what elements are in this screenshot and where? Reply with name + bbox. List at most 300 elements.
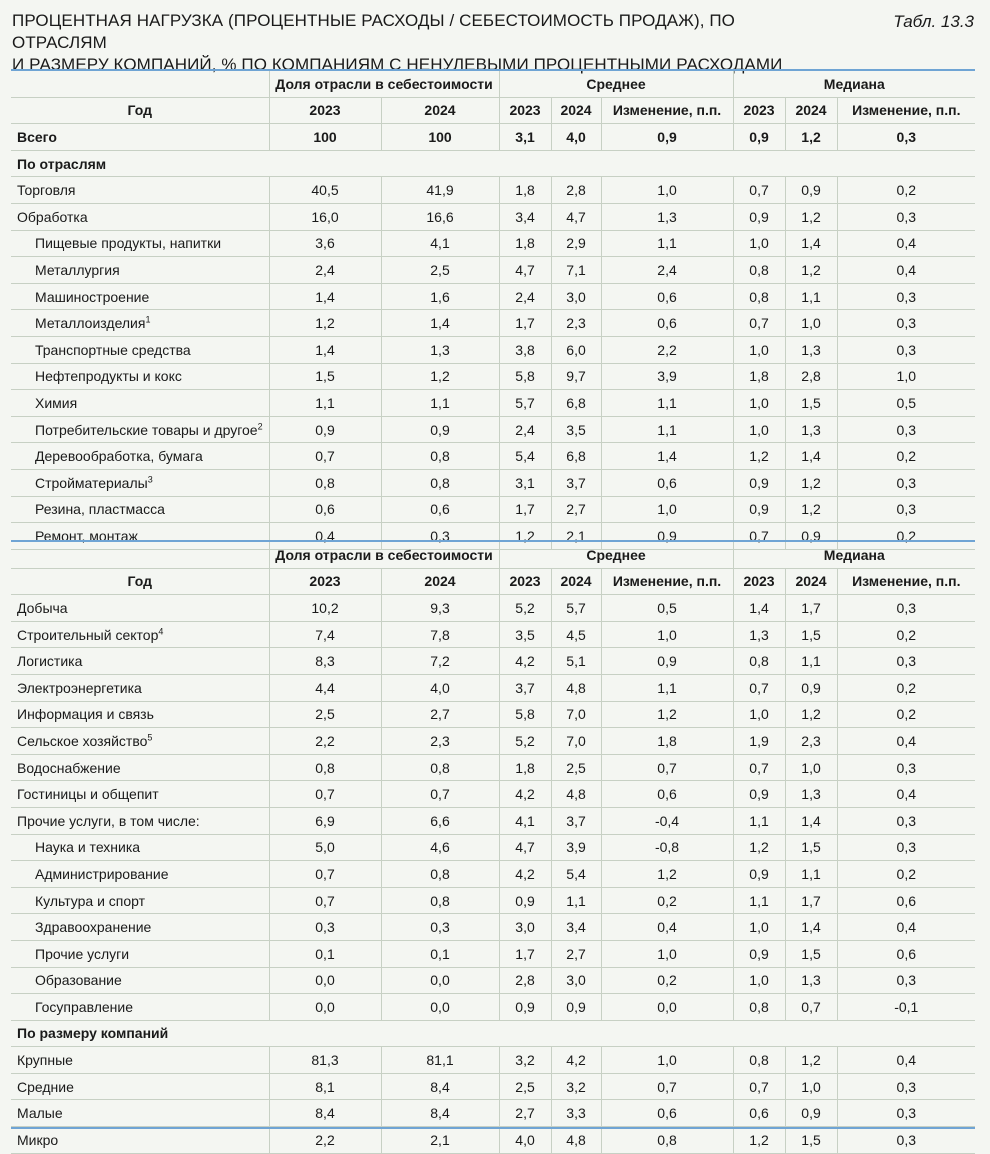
row-label-text: Микро: [17, 1131, 59, 1148]
header-col-y2023: 2023: [733, 97, 785, 124]
row-label-text: Прочие услуги, в том числе:: [17, 812, 200, 829]
table-row: [11, 1127, 975, 1154]
cell-median-2024: 1,5: [785, 621, 837, 648]
table-industries: [11, 69, 975, 550]
row-label: [11, 887, 269, 914]
cell-share-2023: 2,2: [269, 728, 381, 755]
footnote-marker: 2: [257, 420, 263, 431]
row-label: [11, 283, 269, 310]
cell-mean-2023: 1,7: [499, 310, 551, 337]
row-label-text: Обработка: [17, 208, 88, 225]
row-label: [11, 621, 269, 648]
cell-mean-2023: 1,7: [499, 496, 551, 523]
cell-mean-change: 0,9: [601, 124, 733, 151]
cell-mean-2023: 3,1: [499, 469, 551, 496]
cell-mean-change: -0,8: [601, 834, 733, 861]
cell-median-2024: 1,2: [785, 257, 837, 284]
row-label-text: Электроэнергетика: [17, 679, 142, 696]
row-label-text: Средние: [17, 1078, 74, 1095]
title-line-1: ПРОЦЕНТНАЯ НАГРУЗКА (ПРОЦЕНТНЫЕ РАСХОДЫ / СЕБЕСТОИМОСТЬ ПРОДАЖ), ПО ОТРАСЛЯМ: [12, 11, 735, 52]
cell-share-2023: 2,2: [269, 1127, 381, 1154]
cell-median-2023: 0,9: [733, 781, 785, 808]
cell-median-2024: 0,9: [785, 523, 837, 550]
cell-mean-change: 0,4: [601, 914, 733, 941]
cell-mean-2024: 2,5: [551, 754, 601, 781]
table-row: [11, 336, 975, 363]
row-label-text: Металлургия: [35, 261, 120, 278]
cell-mean-change: 0,2: [601, 887, 733, 914]
cell-share-2024: 1,1: [381, 390, 499, 417]
cell-mean-2024: 9,7: [551, 363, 601, 390]
cell-median-change: 0,2: [837, 177, 975, 204]
cell-share-2024: 8,4: [381, 1073, 499, 1100]
cell-median-2023: 0,7: [733, 310, 785, 337]
header-mean-group: Среднее: [499, 541, 733, 568]
table-title: [12, 10, 832, 76]
cell-mean-change: 1,3: [601, 203, 733, 230]
cell-mean-2024: 3,9: [551, 834, 601, 861]
row-label: [11, 834, 269, 861]
cell-share-2023: 8,3: [269, 648, 381, 675]
table-row: [11, 807, 975, 834]
header-mean-group: Среднее: [499, 70, 733, 97]
cell-median-2024: 1,1: [785, 283, 837, 310]
cell-mean-2023: 0,9: [499, 887, 551, 914]
cell-median-2023: 0,9: [733, 940, 785, 967]
row-label: [11, 390, 269, 417]
header-col-change: Изменение, п.п.: [601, 97, 733, 124]
row-label-text: Деревообработка, бумага: [35, 448, 203, 465]
cell-median-2024: 2,3: [785, 728, 837, 755]
cell-mean-2023: 2,5: [499, 1073, 551, 1100]
table-industries-continued: [11, 540, 975, 1154]
row-label-text: Торговля: [17, 182, 76, 199]
cell-mean-2024: 4,8: [551, 674, 601, 701]
cell-mean-change: 0,6: [601, 781, 733, 808]
cell-share-2024: 4,1: [381, 230, 499, 257]
total-row: [11, 124, 975, 151]
cell-median-change: 0,3: [837, 807, 975, 834]
cell-share-2024: 0,3: [381, 523, 499, 550]
cell-share-2024: 0,6: [381, 496, 499, 523]
cell-median-2024: 1,4: [785, 443, 837, 470]
table-row: [11, 230, 975, 257]
row-label: [11, 781, 269, 808]
cell-median-2024: 1,5: [785, 834, 837, 861]
cell-share-2024: 81,1: [381, 1047, 499, 1074]
cell-mean-2023: 1,8: [499, 754, 551, 781]
cell-mean-2024: 1,1: [551, 887, 601, 914]
cell-median-2023: 0,8: [733, 994, 785, 1021]
cell-median-change: 0,3: [837, 1127, 975, 1154]
cell-median-2023: 0,6: [733, 1100, 785, 1127]
header-col-y2024: 2024: [785, 97, 837, 124]
row-label: [11, 257, 269, 284]
row-label-text: Резина, пластмасса: [35, 501, 165, 518]
row-label-text: Потребительские товары и другое: [35, 421, 258, 438]
cell-mean-change: 1,2: [601, 861, 733, 888]
cell-mean-2024: 3,2: [551, 1073, 601, 1100]
cell-median-change: 0,3: [837, 124, 975, 151]
row-label: [11, 336, 269, 363]
section-label: По размеру компаний: [11, 1020, 975, 1047]
cell-median-2023: 1,2: [733, 834, 785, 861]
header-year-label: Год: [11, 97, 269, 124]
table-row: [11, 914, 975, 941]
row-label-text: Образование: [35, 972, 122, 989]
cell-mean-2024: 4,0: [551, 124, 601, 151]
cell-mean-2024: 3,7: [551, 469, 601, 496]
cell-median-change: 0,3: [837, 203, 975, 230]
cell-share-2023: 1,5: [269, 363, 381, 390]
cell-median-2024: 0,9: [785, 1100, 837, 1127]
cell-share-2023: 1,4: [269, 336, 381, 363]
cell-share-2023: 40,5: [269, 177, 381, 204]
row-label-text: Гостиницы и общепит: [17, 786, 159, 803]
cell-median-2024: 0,9: [785, 674, 837, 701]
cell-share-2024: 2,1: [381, 1127, 499, 1154]
cell-mean-change: 3,9: [601, 363, 733, 390]
header-col-y2024: 2024: [381, 97, 499, 124]
cell-mean-2024: 4,2: [551, 1047, 601, 1074]
cell-mean-2023: 4,2: [499, 781, 551, 808]
cell-median-2024: 2,8: [785, 363, 837, 390]
cell-share-2024: 0,8: [381, 469, 499, 496]
row-label-text: Госуправление: [35, 998, 133, 1015]
cell-mean-2024: 4,5: [551, 621, 601, 648]
cell-share-2023: 7,4: [269, 621, 381, 648]
section-size-row: [11, 1020, 975, 1047]
cell-median-2023: 0,9: [733, 203, 785, 230]
header-col-y2024: 2024: [785, 568, 837, 595]
cell-mean-2023: 4,2: [499, 861, 551, 888]
cell-median-change: 0,4: [837, 728, 975, 755]
title-line-2: И РАЗМЕРУ КОМПАНИЙ, % ПО КОМПАНИЯМ С НЕНУЛЕВЫМИ ПРОЦЕНТНЫМИ РАСХОДАМИ: [12, 55, 783, 74]
cell-median-2023: 1,2: [733, 443, 785, 470]
cell-mean-2023: 5,4: [499, 443, 551, 470]
cell-mean-change: 0,9: [601, 523, 733, 550]
row-label: [11, 310, 269, 337]
cell-share-2023: 8,1: [269, 1073, 381, 1100]
cell-share-2024: 8,4: [381, 1100, 499, 1127]
cell-mean-change: 0,5: [601, 595, 733, 622]
table-row: [11, 416, 975, 443]
header-col-change: Изменение, п.п.: [837, 568, 975, 595]
cell-share-2024: 2,5: [381, 257, 499, 284]
cell-mean-2023: 2,4: [499, 416, 551, 443]
cell-median-change: 0,3: [837, 1073, 975, 1100]
cell-median-change: 0,2: [837, 674, 975, 701]
header-share-group: Доля отрасли в себестоимости: [269, 541, 499, 568]
section-industries-row: [11, 150, 975, 177]
table-row: [11, 1047, 975, 1074]
cell-median-change: 0,3: [837, 967, 975, 994]
cell-mean-change: 0,6: [601, 283, 733, 310]
cell-mean-change: 0,0: [601, 994, 733, 1021]
row-label-text: Администрирование: [35, 865, 169, 882]
cell-median-2024: 1,7: [785, 887, 837, 914]
row-label-text: Малые: [17, 1105, 63, 1122]
cell-share-2024: 1,2: [381, 363, 499, 390]
cell-mean-2023: 4,1: [499, 807, 551, 834]
cell-median-change: 0,3: [837, 648, 975, 675]
header-years-row: [11, 97, 975, 124]
row-label: [11, 1127, 269, 1154]
footnote-marker: 3: [147, 474, 153, 485]
header-col-y2023: 2023: [499, 568, 551, 595]
cell-median-change: 0,5: [837, 390, 975, 417]
cell-share-2024: 0,0: [381, 994, 499, 1021]
cell-mean-change: -0,4: [601, 807, 733, 834]
cell-median-change: 0,2: [837, 523, 975, 550]
cell-share-2023: 3,6: [269, 230, 381, 257]
row-label: [11, 124, 269, 151]
cell-median-2023: 1,4: [733, 595, 785, 622]
cell-share-2023: 4,4: [269, 674, 381, 701]
cell-median-2023: 1,0: [733, 967, 785, 994]
cell-share-2023: 100: [269, 124, 381, 151]
table-row: [11, 754, 975, 781]
cell-median-2023: 1,1: [733, 887, 785, 914]
row-label: [11, 754, 269, 781]
cell-share-2023: 0,0: [269, 994, 381, 1021]
cell-mean-2024: 2,7: [551, 496, 601, 523]
cell-median-2023: 1,3: [733, 621, 785, 648]
cell-share-2024: 0,1: [381, 940, 499, 967]
cell-mean-2024: 5,7: [551, 595, 601, 622]
cell-share-2023: 0,7: [269, 781, 381, 808]
cell-median-2024: 1,5: [785, 390, 837, 417]
cell-mean-2024: 4,7: [551, 203, 601, 230]
cell-median-2024: 1,0: [785, 754, 837, 781]
cell-share-2024: 6,6: [381, 807, 499, 834]
cell-median-2024: 1,4: [785, 914, 837, 941]
cell-mean-2024: 2,1: [551, 523, 601, 550]
table-row: [11, 177, 975, 204]
cell-share-2023: 16,0: [269, 203, 381, 230]
section-label: По отраслям: [11, 150, 975, 177]
row-label-text: Водоснабжение: [17, 759, 121, 776]
footnote-marker: 5: [147, 732, 153, 743]
header-col-change: Изменение, п.п.: [837, 97, 975, 124]
table-row: [11, 443, 975, 470]
header-col-y2023: 2023: [269, 568, 381, 595]
cell-median-2024: 1,2: [785, 203, 837, 230]
cell-median-change: 0,3: [837, 595, 975, 622]
cell-share-2023: 2,4: [269, 257, 381, 284]
cell-mean-change: 1,0: [601, 496, 733, 523]
row-label-text: Металлоизделия: [35, 315, 146, 332]
cell-median-2023: 0,9: [733, 124, 785, 151]
row-label: [11, 1047, 269, 1074]
cell-median-2024: 1,2: [785, 1047, 837, 1074]
cell-median-change: 0,4: [837, 781, 975, 808]
cell-share-2023: 0,3: [269, 914, 381, 941]
row-label-text: Сельское хозяйство: [17, 732, 148, 749]
row-label: [11, 416, 269, 443]
cell-mean-change: 0,9: [601, 648, 733, 675]
cell-median-change: 0,3: [837, 283, 975, 310]
cell-median-2023: 1,2: [733, 1127, 785, 1154]
row-label: [11, 914, 269, 941]
cell-median-change: 0,3: [837, 1100, 975, 1127]
row-label: [11, 728, 269, 755]
cell-mean-2023: 5,2: [499, 728, 551, 755]
cell-median-change: 0,4: [837, 914, 975, 941]
cell-mean-2024: 4,8: [551, 1127, 601, 1154]
table-row: [11, 595, 975, 622]
cell-mean-2023: 4,7: [499, 834, 551, 861]
row-label: [11, 203, 269, 230]
table-row: [11, 1073, 975, 1100]
cell-median-change: 0,6: [837, 887, 975, 914]
cell-median-2024: 1,0: [785, 1073, 837, 1100]
cell-mean-change: 0,7: [601, 754, 733, 781]
cell-mean-2024: 7,0: [551, 728, 601, 755]
cell-mean-change: 2,2: [601, 336, 733, 363]
row-label-text: Информация и связь: [17, 706, 154, 723]
cell-mean-change: 0,2: [601, 967, 733, 994]
cell-mean-2024: 5,4: [551, 861, 601, 888]
table-row: [11, 648, 975, 675]
table-row: [11, 310, 975, 337]
cell-mean-2023: 4,7: [499, 257, 551, 284]
cell-mean-2024: 3,5: [551, 416, 601, 443]
cell-mean-2023: 5,2: [499, 595, 551, 622]
header-median-group: Медиана: [733, 541, 975, 568]
cell-mean-2024: 3,4: [551, 914, 601, 941]
cell-median-change: 0,3: [837, 336, 975, 363]
cell-median-2024: 1,2: [785, 469, 837, 496]
cell-mean-change: 0,6: [601, 469, 733, 496]
header-col-y2024: 2024: [381, 568, 499, 595]
cell-median-2023: 1,0: [733, 390, 785, 417]
table-row: [11, 994, 975, 1021]
cell-mean-change: 1,1: [601, 416, 733, 443]
cell-share-2024: 1,3: [381, 336, 499, 363]
row-label-text: Пищевые продукты, напитки: [35, 235, 222, 252]
cell-median-2023: 0,9: [733, 496, 785, 523]
cell-share-2024: 0,8: [381, 861, 499, 888]
cell-share-2024: 16,6: [381, 203, 499, 230]
cell-share-2023: 1,4: [269, 283, 381, 310]
cell-mean-2024: 3,0: [551, 967, 601, 994]
cell-share-2023: 1,1: [269, 390, 381, 417]
row-label-text: Логистика: [17, 653, 83, 670]
header-col-y2024: 2024: [551, 97, 601, 124]
cell-share-2023: 8,4: [269, 1100, 381, 1127]
cell-median-change: 0,3: [837, 834, 975, 861]
table-row: [11, 967, 975, 994]
cell-mean-change: 0,6: [601, 310, 733, 337]
header-col-y2024: 2024: [551, 568, 601, 595]
cell-share-2024: 0,3: [381, 914, 499, 941]
cell-mean-change: 1,8: [601, 728, 733, 755]
cell-mean-2023: 3,8: [499, 336, 551, 363]
row-label-text: Химия: [35, 394, 78, 411]
cell-mean-2023: 4,0: [499, 1127, 551, 1154]
cell-median-2023: 1,0: [733, 416, 785, 443]
cell-share-2024: 1,6: [381, 283, 499, 310]
cell-mean-change: 2,4: [601, 257, 733, 284]
cell-mean-change: 0,6: [601, 1100, 733, 1127]
table-bottom-rule: [11, 1127, 975, 1129]
cell-share-2023: 0,7: [269, 861, 381, 888]
cell-mean-change: 1,4: [601, 443, 733, 470]
header-col-y2023: 2023: [269, 97, 381, 124]
cell-mean-change: 0,8: [601, 1127, 733, 1154]
header-year-label: Год: [11, 568, 269, 595]
cell-median-change: 0,3: [837, 496, 975, 523]
cell-mean-2024: 7,0: [551, 701, 601, 728]
cell-share-2024: 0,8: [381, 887, 499, 914]
cell-mean-2024: 2,7: [551, 940, 601, 967]
header-years-row: [11, 568, 975, 595]
row-label: [11, 363, 269, 390]
row-label: [11, 469, 269, 496]
cell-median-2024: 1,4: [785, 230, 837, 257]
row-label: [11, 994, 269, 1021]
cell-mean-2023: 3,5: [499, 621, 551, 648]
cell-mean-2024: 3,0: [551, 283, 601, 310]
cell-mean-2024: 5,1: [551, 648, 601, 675]
cell-median-change: 0,2: [837, 861, 975, 888]
cell-share-2024: 0,9: [381, 416, 499, 443]
row-label: [11, 967, 269, 994]
row-label-text: Машиностроение: [35, 288, 150, 305]
row-label-text: Наука и техника: [35, 839, 141, 856]
table-row: [11, 363, 975, 390]
cell-share-2024: 0,0: [381, 967, 499, 994]
cell-share-2023: 0,6: [269, 496, 381, 523]
row-label-text: Транспортные средства: [35, 341, 191, 358]
cell-median-2024: 1,5: [785, 1127, 837, 1154]
table-row: [11, 781, 975, 808]
cell-share-2023: 0,4: [269, 523, 381, 550]
cell-mean-change: 0,7: [601, 1073, 733, 1100]
cell-median-2023: 1,0: [733, 230, 785, 257]
cell-mean-2024: 0,9: [551, 994, 601, 1021]
header-share-group: Доля отрасли в себестоимости: [269, 70, 499, 97]
row-label-text: Добыча: [17, 599, 68, 616]
cell-share-2023: 1,2: [269, 310, 381, 337]
table-row: [11, 834, 975, 861]
row-label-text: Культура и спорт: [35, 892, 146, 909]
cell-share-2023: 0,0: [269, 967, 381, 994]
table-row: [11, 469, 975, 496]
cell-median-2024: 1,2: [785, 124, 837, 151]
cell-mean-2023: 3,0: [499, 914, 551, 941]
cell-median-2023: 1,8: [733, 363, 785, 390]
cell-median-change: 0,3: [837, 754, 975, 781]
header-empty-cell: [11, 541, 269, 568]
row-label: [11, 861, 269, 888]
cell-median-change: 0,2: [837, 701, 975, 728]
cell-mean-2023: 5,8: [499, 701, 551, 728]
cell-mean-2023: 3,2: [499, 1047, 551, 1074]
table-number: Табл. 13.3: [893, 12, 974, 31]
cell-median-change: 0,3: [837, 469, 975, 496]
cell-mean-2024: 6,8: [551, 443, 601, 470]
cell-median-2024: 1,7: [785, 595, 837, 622]
cell-mean-2024: 7,1: [551, 257, 601, 284]
cell-mean-2023: 0,9: [499, 994, 551, 1021]
cell-share-2023: 0,1: [269, 940, 381, 967]
cell-median-2023: 0,9: [733, 469, 785, 496]
row-label-text: Стройматериалы: [35, 474, 148, 491]
footnote-marker: 4: [158, 625, 164, 636]
header-median-group: Медиана: [733, 70, 975, 97]
